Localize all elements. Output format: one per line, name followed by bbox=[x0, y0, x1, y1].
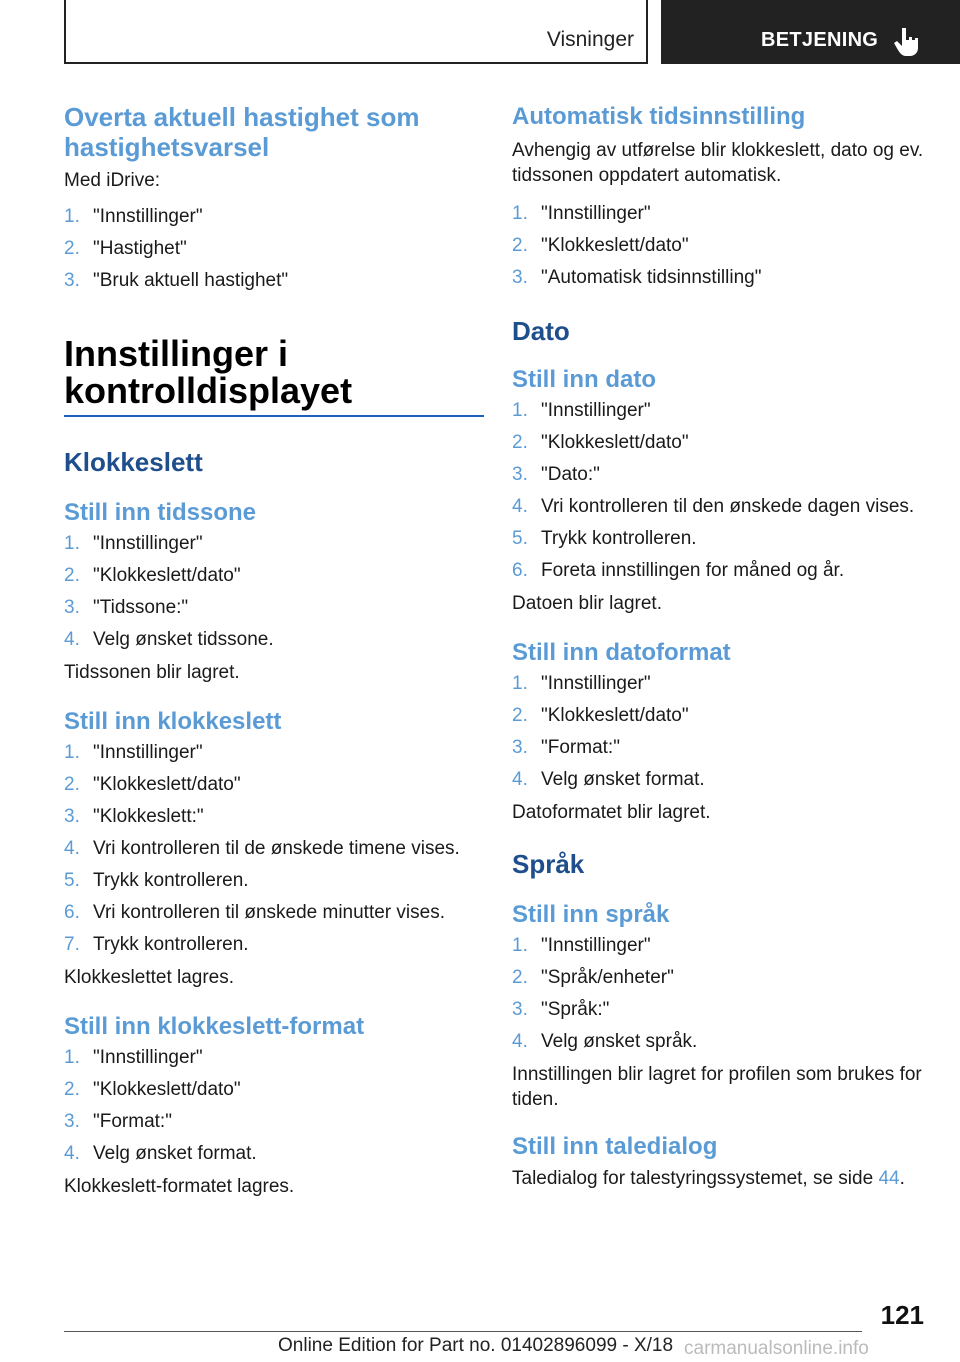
list-item: 1. "Innstillinger" bbox=[64, 533, 203, 554]
list-item: 1. "Innstillinger" bbox=[64, 1047, 203, 1068]
header-section-tab bbox=[64, 0, 648, 64]
list-item: 2. "Hastighet" bbox=[64, 238, 187, 259]
subheading-klokkeslett-format: Still inn klokkeslett-format bbox=[64, 1013, 365, 1040]
header-section-title: Visninger bbox=[546, 28, 634, 51]
steps-datoformat bbox=[512, 668, 932, 796]
footer-edition: Online Edition for Part no. 01402896099 - X/18 bbox=[278, 1335, 674, 1356]
header-chapter-title: BETJENING bbox=[761, 29, 879, 51]
heading-dato: Dato bbox=[512, 316, 570, 346]
list-item: 1. "Innstillinger" bbox=[64, 742, 203, 763]
result-text: Tidssonen blir lagret. bbox=[64, 662, 240, 683]
left-column bbox=[64, 102, 484, 1199]
list-item: 4. Velg ønsket format. bbox=[64, 1143, 257, 1164]
result-text: Innstillingen blir lagret for profilen som brukes for tiden. bbox=[512, 1064, 922, 1110]
list-item: 2. "Klokkeslett/dato" bbox=[64, 774, 241, 795]
list-item: 7. Trykk kontrolleren. bbox=[64, 934, 249, 955]
list-item: 2. "Klokkeslett/dato" bbox=[512, 432, 689, 453]
taledialog-text: Taledialog for talestyringssystemet, se side 44. bbox=[512, 1168, 905, 1189]
watermark: carmanualsonline.info bbox=[684, 1338, 869, 1359]
steps-speed-warning bbox=[64, 201, 484, 297]
subheading-dato: Still inn dato bbox=[512, 366, 656, 393]
list-item: 4. Velg ønsket språk. bbox=[512, 1031, 698, 1052]
list-item: 2. "Klokkeslett/dato" bbox=[64, 565, 241, 586]
list-item: 4. Vri kontrolleren til den ønskede dagen vises. bbox=[512, 496, 915, 517]
list-item: 3. "Klokkeslett:" bbox=[64, 806, 204, 827]
steps-automatisk bbox=[512, 198, 932, 294]
list-item: 3. "Format:" bbox=[64, 1111, 172, 1132]
page-number: 121 bbox=[880, 1300, 924, 1330]
intro-text: Avhengig av utførelse blir klokkeslett, dato og ev. tidssonen oppdatert automatisk. bbox=[512, 140, 924, 186]
subheading-tidssone: Still inn tidssone bbox=[64, 499, 257, 526]
steps-tidssone bbox=[64, 528, 484, 656]
list-item: 4. Velg ønsket tidssone. bbox=[64, 629, 274, 650]
list-item: 2. "Språk/enheter" bbox=[512, 967, 674, 988]
heading-sprak: Språk bbox=[512, 849, 585, 879]
list-item: 3. "Tidssone:" bbox=[64, 597, 189, 618]
list-item: 6. Foreta innstillingen for måned og år. bbox=[512, 560, 845, 581]
list-item: 1. "Innstillinger" bbox=[512, 400, 651, 421]
subheading-sprak: Still inn språk bbox=[512, 901, 670, 928]
heading-klokkeslett: Klokkeslett bbox=[64, 447, 203, 477]
subheading-taledialog: Still inn taledialog bbox=[512, 1133, 718, 1160]
subheading-datoformat: Still inn datoformat bbox=[512, 639, 731, 666]
list-item: 1. "Innstillinger" bbox=[512, 935, 651, 956]
list-item: 2. "Klokkeslett/dato" bbox=[512, 705, 689, 726]
steps-klokkeslett bbox=[64, 737, 484, 961]
list-item: 3. "Bruk aktuell hastighet" bbox=[64, 270, 289, 291]
result-text: Datoen blir lagret. bbox=[512, 593, 662, 614]
subheading-klokkeslett: Still inn klokkeslett bbox=[64, 708, 282, 735]
subheading-automatisk: Automatisk tidsinnstilling bbox=[512, 103, 806, 130]
list-item: 5. Trykk kontrolleren. bbox=[512, 528, 697, 549]
page-reference-link[interactable]: 44 bbox=[878, 1168, 900, 1189]
list-item: 3. "Automatisk tidsinnstilling" bbox=[512, 267, 762, 288]
result-text: Datoformatet blir lagret. bbox=[512, 802, 711, 823]
list-item: 1. "Innstillinger" bbox=[64, 206, 203, 227]
list-item: 1. "Innstillinger" bbox=[512, 673, 651, 694]
right-column bbox=[512, 102, 932, 1191]
list-item: 6. Vri kontrolleren til ønskede minutter vises. bbox=[64, 902, 445, 923]
chapter-heading-block bbox=[64, 335, 484, 417]
section-title-speed-warning: Overta aktuell hastighet som hastighetsvarsel bbox=[64, 102, 420, 162]
list-item: 4. Velg ønsket format. bbox=[512, 769, 705, 790]
footer-divider bbox=[64, 1331, 862, 1332]
intro-text: Med iDrive: bbox=[64, 170, 161, 191]
pointing-hand-icon bbox=[893, 26, 921, 56]
chapter-title: Innstillinger i kontrolldisplayet bbox=[64, 333, 353, 411]
list-item: 5. Trykk kontrolleren. bbox=[64, 870, 249, 891]
list-item: 3. "Dato:" bbox=[512, 464, 600, 485]
steps-sprak bbox=[512, 930, 932, 1058]
list-item: 2. "Klokkeslett/dato" bbox=[64, 1079, 241, 1100]
list-item: 3. "Format:" bbox=[512, 737, 620, 758]
list-item: 3. "Språk:" bbox=[512, 999, 610, 1020]
result-text: Klokkeslett-formatet lagres. bbox=[64, 1176, 295, 1197]
steps-dato bbox=[512, 395, 932, 587]
result-text: Klokkeslettet lagres. bbox=[64, 967, 235, 988]
list-item: 2. "Klokkeslett/dato" bbox=[512, 235, 689, 256]
list-item: 4. Vri kontrolleren til de ønskede timene vises. bbox=[64, 838, 460, 859]
list-item: 1. "Innstillinger" bbox=[512, 203, 651, 224]
steps-klokkeslett-format bbox=[64, 1042, 484, 1170]
